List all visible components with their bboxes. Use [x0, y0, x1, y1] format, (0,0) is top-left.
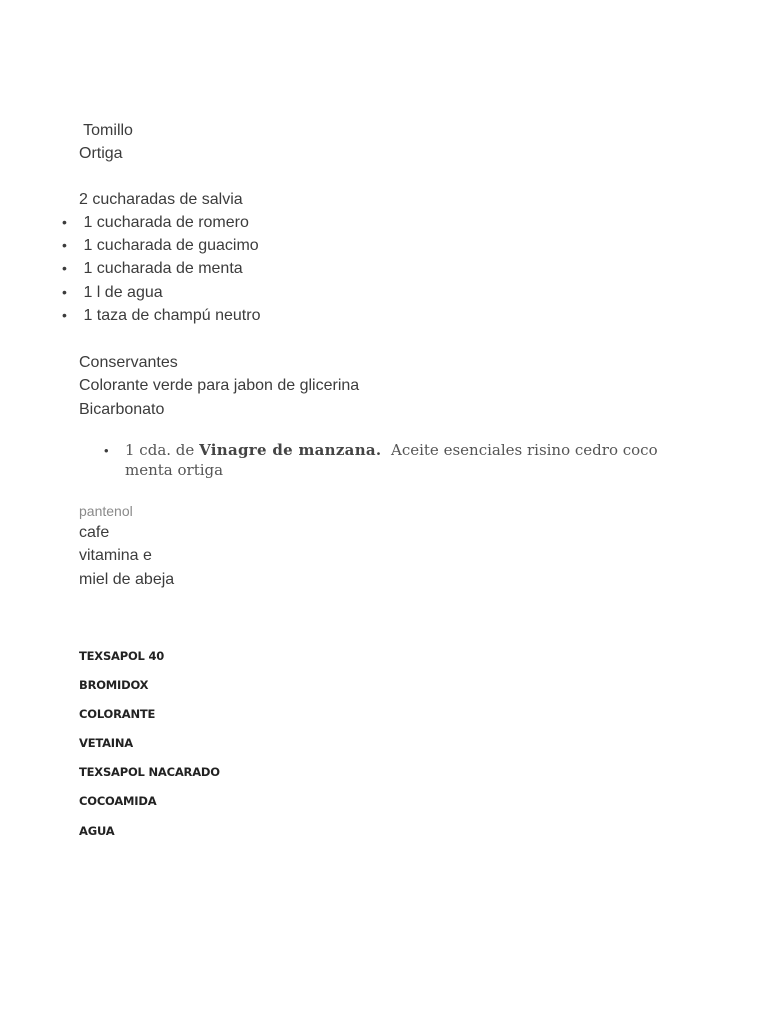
vinegar-text: 1 cda. de Vinagre de manzana. Aceite esenciales risino cedro coco menta ortiga: [125, 441, 658, 479]
extra-line: miel de abeja: [79, 570, 175, 588]
component-item: COLORANTE: [79, 707, 156, 722]
extra-line: cafe: [79, 524, 110, 541]
extras-block: [79, 521, 174, 591]
component-item: TEXSAPOL NACARADO: [79, 765, 220, 780]
component-list: [79, 648, 220, 852]
bullet-icon: •: [62, 307, 67, 324]
pantenol-note: pantenol: [79, 503, 133, 519]
bullet-icon: •: [104, 443, 109, 458]
herb-line: Tomillo: [83, 122, 133, 139]
recipe-top-block: [62, 119, 261, 327]
additive-line: Bicarbonato: [79, 400, 165, 418]
bullet-icon: •: [62, 283, 67, 300]
vinegar-bold: Vinagre de manzana.: [199, 441, 382, 459]
component-item: COCOAMIDA: [79, 794, 157, 809]
vinegar-list-item: [104, 440, 694, 480]
component-item: VETAINA: [79, 736, 134, 751]
additive-line: Conservantes: [79, 354, 178, 371]
salvia-line: 2 cucharadas de salvia: [79, 190, 243, 208]
list-item: • 1 cucharada de menta: [79, 257, 260, 280]
ingredient-list: [62, 211, 261, 327]
list-item: • 1 taza de champú neutro: [79, 304, 260, 327]
component-item: TEXSAPOL 40: [79, 649, 165, 663]
component-item: AGUA: [79, 823, 115, 838]
list-item: • 1 cucharada de guacimo: [79, 234, 260, 257]
additive-line: Colorante verde para jabon de glicerina: [79, 377, 360, 395]
component-item: BROMIDOX: [79, 678, 149, 693]
bullet-icon: •: [62, 237, 67, 254]
additives-block: [79, 351, 359, 421]
list-item: • 1 cucharada de romero: [79, 211, 260, 234]
bullet-icon: •: [62, 260, 67, 277]
extra-line: vitamina e: [79, 547, 152, 565]
herb-line: Ortiga: [79, 145, 123, 163]
list-item: • 1 l de agua: [79, 281, 260, 304]
bullet-icon: •: [62, 213, 67, 230]
paragraph-gap: [79, 166, 260, 188]
